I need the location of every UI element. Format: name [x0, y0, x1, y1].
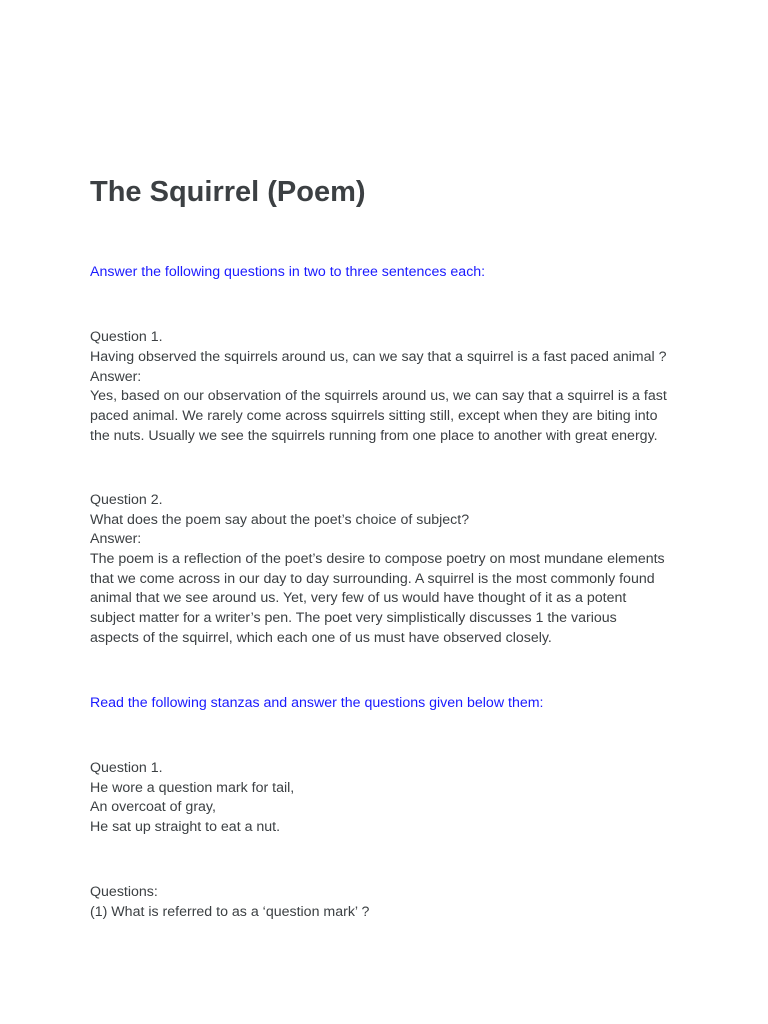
question-text: Having observed the squirrels around us, can we say that a squirrel is a fast paced animal ?: [90, 349, 667, 365]
answer-line: aspects of the squirrel, which each one of us must have observed closely.: [90, 630, 552, 646]
stanza-line: He sat up straight to eat a nut.: [90, 819, 281, 835]
stanza-line: An overcoat of gray,: [90, 799, 216, 815]
question-label: Question 2.: [90, 492, 163, 508]
instruction-text: Answer the following questions in two to three sentences each:: [90, 264, 486, 280]
stanza-line: He wore a question mark for tail,: [90, 780, 295, 796]
document-title: The Squirrel (Poem): [90, 176, 366, 208]
answer-line: that we come across in our day to day surrounding. A squirrel is the most commonly found: [90, 571, 655, 587]
answer-line: the nuts. Usually we see the squirrels running from one place to another with great energy.: [90, 428, 658, 444]
answer-line: subject matter for a writer’s pen. The poet very simplistically discusses 1 the various: [90, 610, 617, 626]
question-label: Question 1.: [90, 329, 163, 345]
answer-line: animal that we see around us. Yet, very few of us would have thought of it as a potent: [90, 590, 627, 606]
questions-label: Questions:: [90, 884, 158, 900]
answer-line: The poem is a reflection of the poet’s desire to compose poetry on most mundane elements: [90, 551, 665, 567]
answer-line: paced animal. We rarely come across squirrels sitting still, except when they are biting into: [90, 408, 658, 424]
question-item: (1) What is referred to as a ‘question mark’ ?: [90, 904, 370, 920]
answer-label: Answer:: [90, 531, 142, 547]
instruction-text: Read the following stanzas and answer the questions given below them:: [90, 695, 544, 711]
question-text: What does the poem say about the poet’s choice of subject?: [90, 512, 470, 528]
question-label: Question 1.: [90, 760, 163, 776]
answer-line: Yes, based on our observation of the squirrels around us, we can say that a squirrel is a fast: [90, 388, 667, 404]
answer-label: Answer:: [90, 369, 142, 385]
